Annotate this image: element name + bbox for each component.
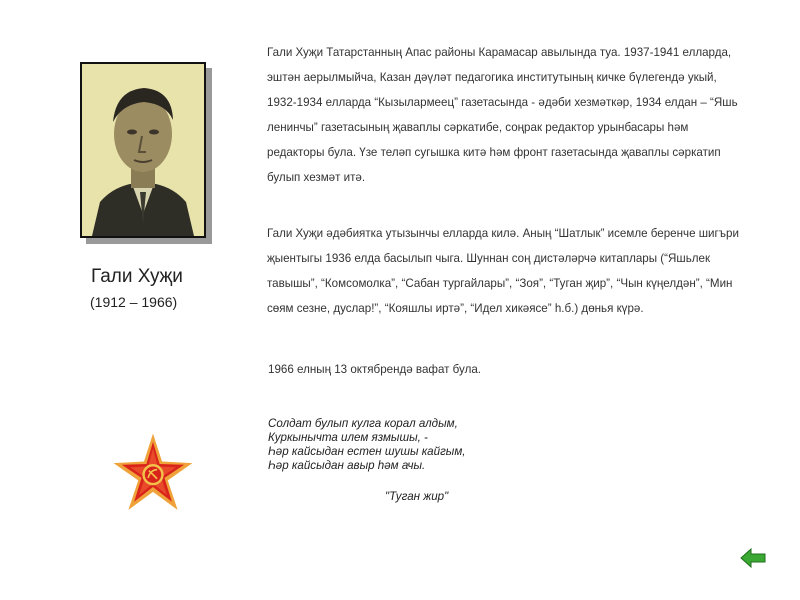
person-years: (1912 – 1966)	[90, 294, 178, 310]
poem-line: Һәр кайсыдан авыр һәм ачы.	[268, 459, 426, 472]
poem-line: Һәр кайсыдан естен шушы кайгым,	[268, 445, 466, 458]
bio-paragraph-2: Гали Хуҗи әдәбиятка утызынчы елларда килә. Аның “Шатлык” исемле беренче шигъри җыентыгы 1936 елда басылып чыга. Шуннан соң дистәләрчә китаплары (“Яшьлек тавышы”, “Комсомолка”, “Сабан тургайлары”, “Зоя”, “Туган җир”, “Чын күңелдән”, “Мин сөям сезне, дуслар!”, “Кояшлы иртә”, “Идел хикәясе” һ.б.) дөнья күрә.	[267, 227, 739, 315]
portrait-photo	[82, 64, 204, 236]
bio-paragraph-3: 1966 елның 13 октябрендә вафат була.	[268, 363, 482, 376]
bio-paragraph-1: Гали Хуҗи Татарстанның Апас районы Карамасар авылында туа. 1937-1941 елларда, эштән аерылмыйча, Казан дәүләт педагогика институтының кичке бүлегендә укый, 1932-1934 елларда “Кызылармеец” газетасында - әдәби хезмәткәр, 1934 елдан – “Яшь ленинчы” газетасының җаваплы сәркатибе, соңрак редактор урынбасары һәм редакторы була. Үзе теләп сугышка китә һәм фронт газетасында җаваплы сәркатип булып хезмәт итә.	[267, 46, 738, 184]
poem-line: Солдат булып кулга корал алдым,	[268, 417, 458, 430]
back-arrow-icon[interactable]	[740, 548, 766, 568]
poem-source: "Туган жир"	[385, 490, 449, 503]
poem-line: Куркынычта илем язмышы, -	[268, 431, 428, 444]
order-star-icon	[112, 432, 194, 514]
person-name: Гали Хуҗи	[91, 266, 183, 287]
poem-excerpt	[268, 417, 465, 473]
